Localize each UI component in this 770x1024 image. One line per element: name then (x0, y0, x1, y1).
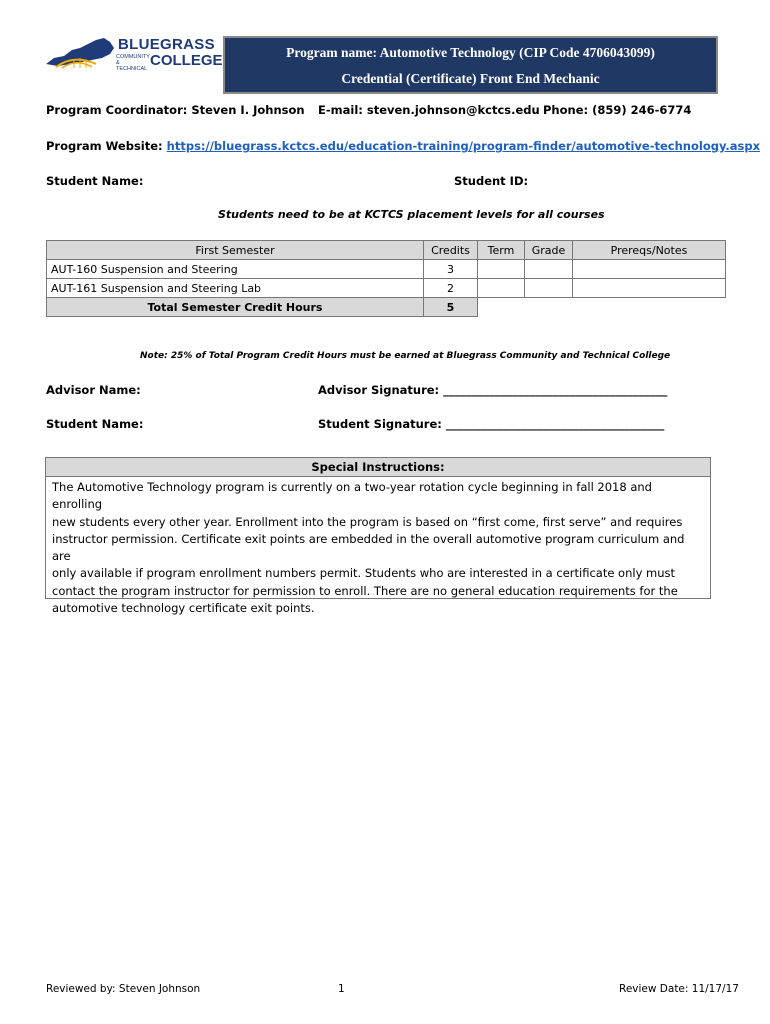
advisor-signature-line[interactable]: Advisor Signature: _______________________________________ (318, 383, 668, 397)
kentucky-map-icon (44, 34, 116, 70)
reviewed-by: Reviewed by: Steven Johnson (46, 983, 201, 995)
table-row (47, 260, 726, 279)
course-term[interactable] (478, 279, 525, 298)
student-signature-line[interactable]: Student Signature: ______________________________________ (318, 417, 665, 431)
program-website-label: Program Website: (46, 139, 163, 153)
college-logo (44, 34, 223, 74)
logo-name-sub: COMMUNITY & TECHNICAL (116, 54, 150, 72)
coordinator-email: E-mail: steven.johnson@kctcs.edu (318, 103, 540, 117)
instruction-line: The Automotive Technology program is currently on a two-year rotation cycle beginning in fall 2018 and enrolling (52, 480, 652, 512)
program-name: Program name: Automotive Technology (CIP Code 4706043099) (286, 45, 655, 60)
credential-name: Credential (Certificate) Front End Mechanic (341, 71, 600, 86)
course-name: AUT-160 Suspension and Steering (47, 260, 424, 279)
course-table (46, 240, 726, 317)
total-row (47, 298, 726, 317)
coordinator-phone: Phone: (859) 246-6774 (543, 103, 692, 117)
header-grade: Grade (525, 241, 573, 260)
program-coordinator: Program Coordinator: Steven I. Johnson (46, 103, 305, 117)
course-grade[interactable] (525, 279, 573, 298)
total-credit-value: 5 (424, 298, 478, 317)
review-date: Review Date: 11/17/17 (619, 983, 739, 995)
header-prereqs-notes: Prereqs/Notes (573, 241, 726, 260)
course-term[interactable] (478, 260, 525, 279)
instruction-line: instructor permission. Certificate exit points are embedded in the overall automotive program curriculum and are (52, 531, 685, 564)
program-website-row (46, 139, 760, 153)
header-first-semester: First Semester (47, 241, 424, 260)
course-grade[interactable] (525, 260, 573, 279)
student-id-label: Student ID: (454, 174, 529, 188)
table-row (47, 279, 726, 298)
special-instructions-heading: Special Instructions: (46, 458, 710, 477)
course-credits: 3 (424, 260, 478, 279)
student-name-label: Student Name: (46, 174, 144, 188)
header-term: Term (478, 241, 525, 260)
special-instructions-text (46, 477, 710, 619)
instruction-line: new students every other year. Enrollment into the program is based on “first come, first serve” and requires (52, 514, 683, 529)
course-notes[interactable] (573, 279, 726, 298)
course-notes[interactable] (573, 260, 726, 279)
credit-hours-note: Note: 25% of Total Program Credit Hours must be earned at Bluegrass Community and Technical College (140, 351, 671, 361)
course-name: AUT-161 Suspension and Steering Lab (47, 279, 424, 298)
instruction-line: automotive technology certificate exit points. (52, 601, 315, 616)
logo-name-line2: COLLEGE (150, 52, 223, 69)
advisor-name-label: Advisor Name: (46, 383, 141, 397)
placement-note: Students need to be at KCTCS placement levels for all courses (218, 208, 605, 221)
instruction-line: contact the program instructor for permission to enroll. There are no general education requirements for the (52, 583, 678, 598)
course-credits: 2 (424, 279, 478, 298)
total-credit-label: Total Semester Credit Hours (47, 298, 424, 317)
instruction-line: only available if program enrollment numbers permit. Students who are interested in a certificate only must (52, 566, 676, 581)
logo-name-line1: BLUEGRASS (118, 36, 215, 53)
table-header-row (47, 241, 726, 260)
header-credits: Credits (424, 241, 478, 260)
program-header (223, 36, 718, 94)
student-name-sign-label: Student Name: (46, 417, 144, 431)
page-number: 1 (338, 983, 345, 995)
program-website-link[interactable]: https://bluegrass.kctcs.edu/education-training/program-finder/automotive-technology.aspx (166, 139, 761, 153)
special-instructions-box (45, 457, 711, 616)
